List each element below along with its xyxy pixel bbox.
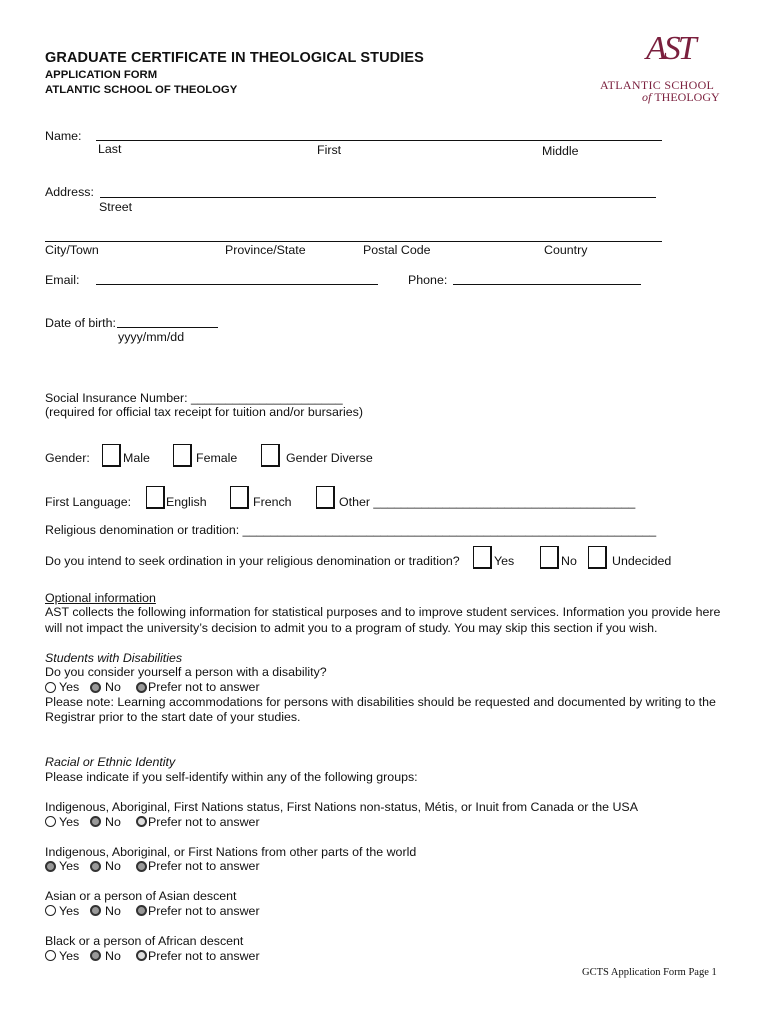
sin-label[interactable]: Social Insurance Number: ______________________ (45, 391, 343, 405)
group1-prefer-not-label: Prefer not to answer (148, 815, 260, 829)
sin-note: (required for official tax receipt for tuition and/or bursaries) (45, 405, 363, 419)
address-label: Address: (45, 185, 94, 199)
dob-format: yyyy/mm/dd (118, 330, 185, 344)
country-caption: Country (544, 243, 588, 257)
ordination-yes-checkbox[interactable] (473, 546, 492, 569)
email-label: Email: (45, 273, 80, 287)
logo-monogram: AST (646, 30, 694, 67)
phone-label: Phone: (408, 273, 448, 287)
group2-prefer-not-radio[interactable] (136, 861, 147, 872)
language-other-label[interactable]: Other ______________________________________ (339, 495, 636, 509)
dob-label: Date of birth: (45, 316, 116, 330)
disability-prefer-not-label: Prefer not to answer (148, 680, 260, 694)
gender-male-checkbox[interactable] (102, 444, 121, 467)
disability-yes-label: Yes (59, 680, 80, 694)
language-other-checkbox[interactable] (316, 486, 335, 509)
language-english-checkbox[interactable] (146, 486, 165, 509)
group4-yes-label: Yes (59, 949, 80, 963)
optional-heading: Optional information (45, 591, 156, 605)
phone-input-line[interactable] (453, 284, 641, 285)
disability-yes-radio[interactable] (45, 682, 56, 693)
province-caption: Province/State (225, 243, 306, 257)
group4-prefer-not-label: Prefer not to answer (148, 949, 260, 963)
group4-no-label: No (105, 949, 121, 963)
gender-diverse-checkbox[interactable] (261, 444, 280, 467)
ordination-question: Do you intend to seek ordination in your religious denomination or tradition? (45, 554, 460, 568)
name-label: Name: (45, 129, 82, 143)
group4-yes-radio[interactable] (45, 950, 56, 961)
logo-line1: ATLANTIC SCHOOL (600, 78, 715, 92)
disability-no-label: No (105, 680, 121, 694)
group1-no-label: No (105, 815, 121, 829)
group2-no-radio[interactable] (90, 861, 101, 872)
racial-group-question: Indigenous, Aboriginal, First Nations status, First Nations non-status, Métis, or Inuit from Canada or the USA (45, 800, 638, 814)
disabilities-heading: Students with Disabilities (45, 651, 183, 665)
street-input-line[interactable] (100, 197, 656, 198)
ordination-undecided-label: Undecided (612, 554, 672, 568)
street-caption: Street (99, 200, 133, 214)
name-input-line[interactable] (96, 140, 662, 141)
optional-para-line2: will not impact the university’s decision to admit you to a program of study. You may skip this section if you wish. (45, 621, 658, 635)
group3-no-label: No (105, 904, 121, 918)
group1-no-radio[interactable] (90, 816, 101, 827)
name-middle-caption: Middle (542, 144, 579, 158)
postal-caption: Postal Code (363, 243, 431, 257)
disability-note-line2: Registrar prior to the start date of your studies. (45, 710, 301, 724)
ast-logo (594, 30, 724, 106)
group3-yes-label: Yes (59, 904, 80, 918)
ordination-no-label: No (561, 554, 577, 568)
logo-line2: of THEOLOGY (642, 90, 720, 104)
ordination-yes-label: Yes (494, 554, 515, 568)
racial-heading: Racial or Ethnic Identity (45, 755, 176, 769)
group2-yes-label: Yes (59, 859, 80, 873)
group4-no-radio[interactable] (90, 950, 101, 961)
disability-note-line1: Please note: Learning accommodations for persons with disabilities should be requested and documented by writing to the (45, 695, 716, 709)
name-first-caption: First (317, 143, 342, 157)
language-french-label: French (253, 495, 292, 509)
disability-prefer-not-radio[interactable] (136, 682, 147, 693)
form-title: GRADUATE CERTIFICATE IN THEOLOGICAL STUDIES (45, 50, 424, 66)
disability-no-radio[interactable] (90, 682, 101, 693)
group4-prefer-not-radio[interactable] (136, 950, 147, 961)
name-last-caption: Last (98, 142, 122, 156)
racial-group-question: Black or a person of African descent (45, 934, 244, 948)
school-name: ATLANTIC SCHOOL OF THEOLOGY (45, 84, 238, 96)
city-caption: City/Town (45, 243, 99, 257)
gender-female-label: Female (196, 451, 238, 465)
email-input-line[interactable] (96, 284, 378, 285)
ordination-undecided-checkbox[interactable] (588, 546, 607, 569)
group3-no-radio[interactable] (90, 905, 101, 916)
group2-yes-radio[interactable] (45, 861, 56, 872)
language-label: First Language: (45, 495, 132, 509)
ordination-no-checkbox[interactable] (540, 546, 559, 569)
language-english-label: English (166, 495, 207, 509)
gender-male-label: Male (123, 451, 150, 465)
racial-intro: Please indicate if you self-identify within any of the following groups: (45, 770, 418, 784)
form-subtitle: APPLICATION FORM (45, 69, 158, 81)
group1-yes-label: Yes (59, 815, 80, 829)
group2-no-label: No (105, 859, 121, 873)
gender-diverse-label: Gender Diverse (286, 451, 373, 465)
page-footer: GCTS Application Form Page 1 (582, 967, 717, 978)
dob-input-line[interactable] (117, 327, 218, 328)
religion-label[interactable]: Religious denomination or tradition: ____________________________________________________________ (45, 523, 657, 537)
group3-prefer-not-radio[interactable] (136, 905, 147, 916)
city-country-input-line[interactable] (45, 241, 662, 242)
group3-yes-radio[interactable] (45, 905, 56, 916)
racial-group-question: Indigenous, Aboriginal, or First Nations from other parts of the world (45, 845, 417, 859)
group3-prefer-not-label: Prefer not to answer (148, 904, 260, 918)
gender-female-checkbox[interactable] (173, 444, 192, 467)
gender-label: Gender: (45, 451, 90, 465)
racial-group-question: Asian or a person of Asian descent (45, 889, 237, 903)
optional-para-line1: AST collects the following information for statistical purposes and to improve student services. Information you provide here (45, 605, 721, 619)
language-french-checkbox[interactable] (230, 486, 249, 509)
group2-prefer-not-label: Prefer not to answer (148, 859, 260, 873)
group1-yes-radio[interactable] (45, 816, 56, 827)
group1-prefer-not-radio[interactable] (136, 816, 147, 827)
disabilities-question: Do you consider yourself a person with a disability? (45, 665, 327, 679)
